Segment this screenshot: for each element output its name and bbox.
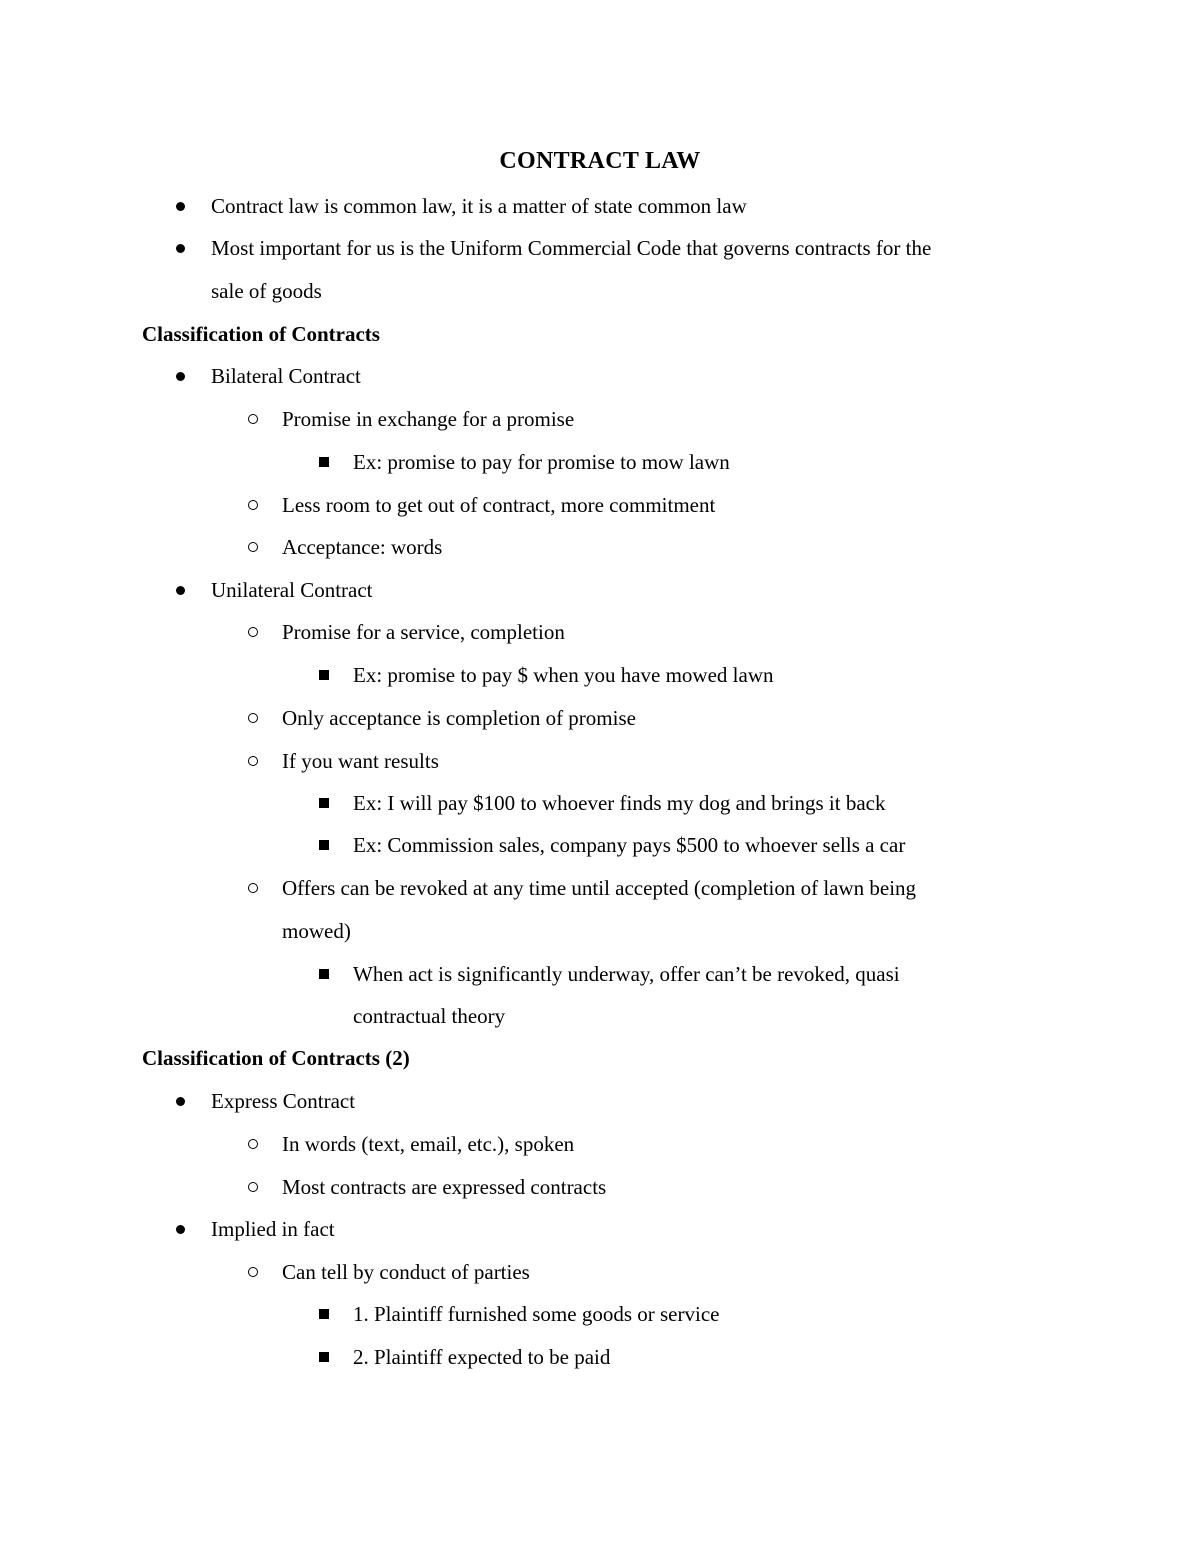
bullet-disc-icon — [173, 188, 187, 224]
bullet-circle-icon — [246, 1126, 260, 1162]
bullet-disc-icon — [173, 572, 187, 608]
list-item: Most important for us is the Uniform Commercial Code that governs contracts for the — [211, 230, 931, 266]
list-item: Implied in fact — [211, 1211, 335, 1247]
list-item: Can tell by conduct of parties — [282, 1254, 530, 1290]
document-title: CONTRACT LAW — [499, 148, 701, 174]
bullet-square-icon — [317, 785, 331, 821]
bullet-square-icon — [317, 956, 331, 992]
list-item-continuation: mowed) — [282, 919, 351, 943]
list-item: Ex: Commission sales, company pays $500 to whoever sells a car — [353, 827, 905, 863]
bullet-square-icon — [317, 657, 331, 693]
list-item: Offers can be revoked at any time until accepted (completion of lawn being — [282, 870, 916, 906]
list-item: When act is significantly underway, offer can’t be revoked, quasi — [353, 956, 900, 992]
section-heading: Classification of Contracts — [142, 322, 380, 346]
bullet-square-icon — [317, 444, 331, 480]
list-item: Acceptance: words — [282, 529, 442, 565]
list-item: Express Contract — [211, 1083, 355, 1119]
bullet-circle-icon — [246, 1169, 260, 1205]
bullet-circle-icon — [246, 1254, 260, 1290]
bullet-square-icon — [317, 1339, 331, 1375]
bullet-circle-icon — [246, 743, 260, 779]
list-item: Contract law is common law, it is a matter of state common law — [211, 188, 747, 224]
list-item: If you want results — [282, 743, 439, 779]
bullet-circle-icon — [246, 401, 260, 437]
bullet-disc-icon — [173, 1211, 187, 1247]
list-item: Only acceptance is completion of promise — [282, 700, 636, 736]
list-item-continuation: contractual theory — [353, 1004, 506, 1028]
bullet-disc-icon — [173, 1083, 187, 1119]
bullet-disc-icon — [173, 358, 187, 394]
bullet-circle-icon — [246, 487, 260, 523]
list-item: Less room to get out of contract, more commitment — [282, 487, 715, 523]
bullet-square-icon — [317, 1296, 331, 1332]
list-item: Ex: promise to pay $ when you have mowed lawn — [353, 657, 774, 693]
list-item-continuation: sale of goods — [211, 279, 322, 303]
list-item: Promise for a service, completion — [282, 614, 565, 650]
list-item: Most contracts are expressed contracts — [282, 1169, 606, 1205]
list-item: Bilateral Contract — [211, 358, 361, 394]
bullet-circle-icon — [246, 529, 260, 565]
list-item: Unilateral Contract — [211, 572, 373, 608]
section-heading: Classification of Contracts (2) — [142, 1046, 410, 1070]
bullet-circle-icon — [246, 700, 260, 736]
bullet-square-icon — [317, 827, 331, 863]
list-item: 2. Plaintiff expected to be paid — [353, 1339, 610, 1375]
bullet-circle-icon — [246, 614, 260, 650]
list-item: In words (text, email, etc.), spoken — [282, 1126, 574, 1162]
bullet-circle-icon — [246, 870, 260, 906]
list-item: 1. Plaintiff furnished some goods or service — [353, 1296, 719, 1332]
list-item: Ex: I will pay $100 to whoever finds my dog and brings it back — [353, 785, 886, 821]
list-item: Promise in exchange for a promise — [282, 401, 574, 437]
list-item: Ex: promise to pay for promise to mow lawn — [353, 444, 730, 480]
bullet-disc-icon — [173, 230, 187, 266]
